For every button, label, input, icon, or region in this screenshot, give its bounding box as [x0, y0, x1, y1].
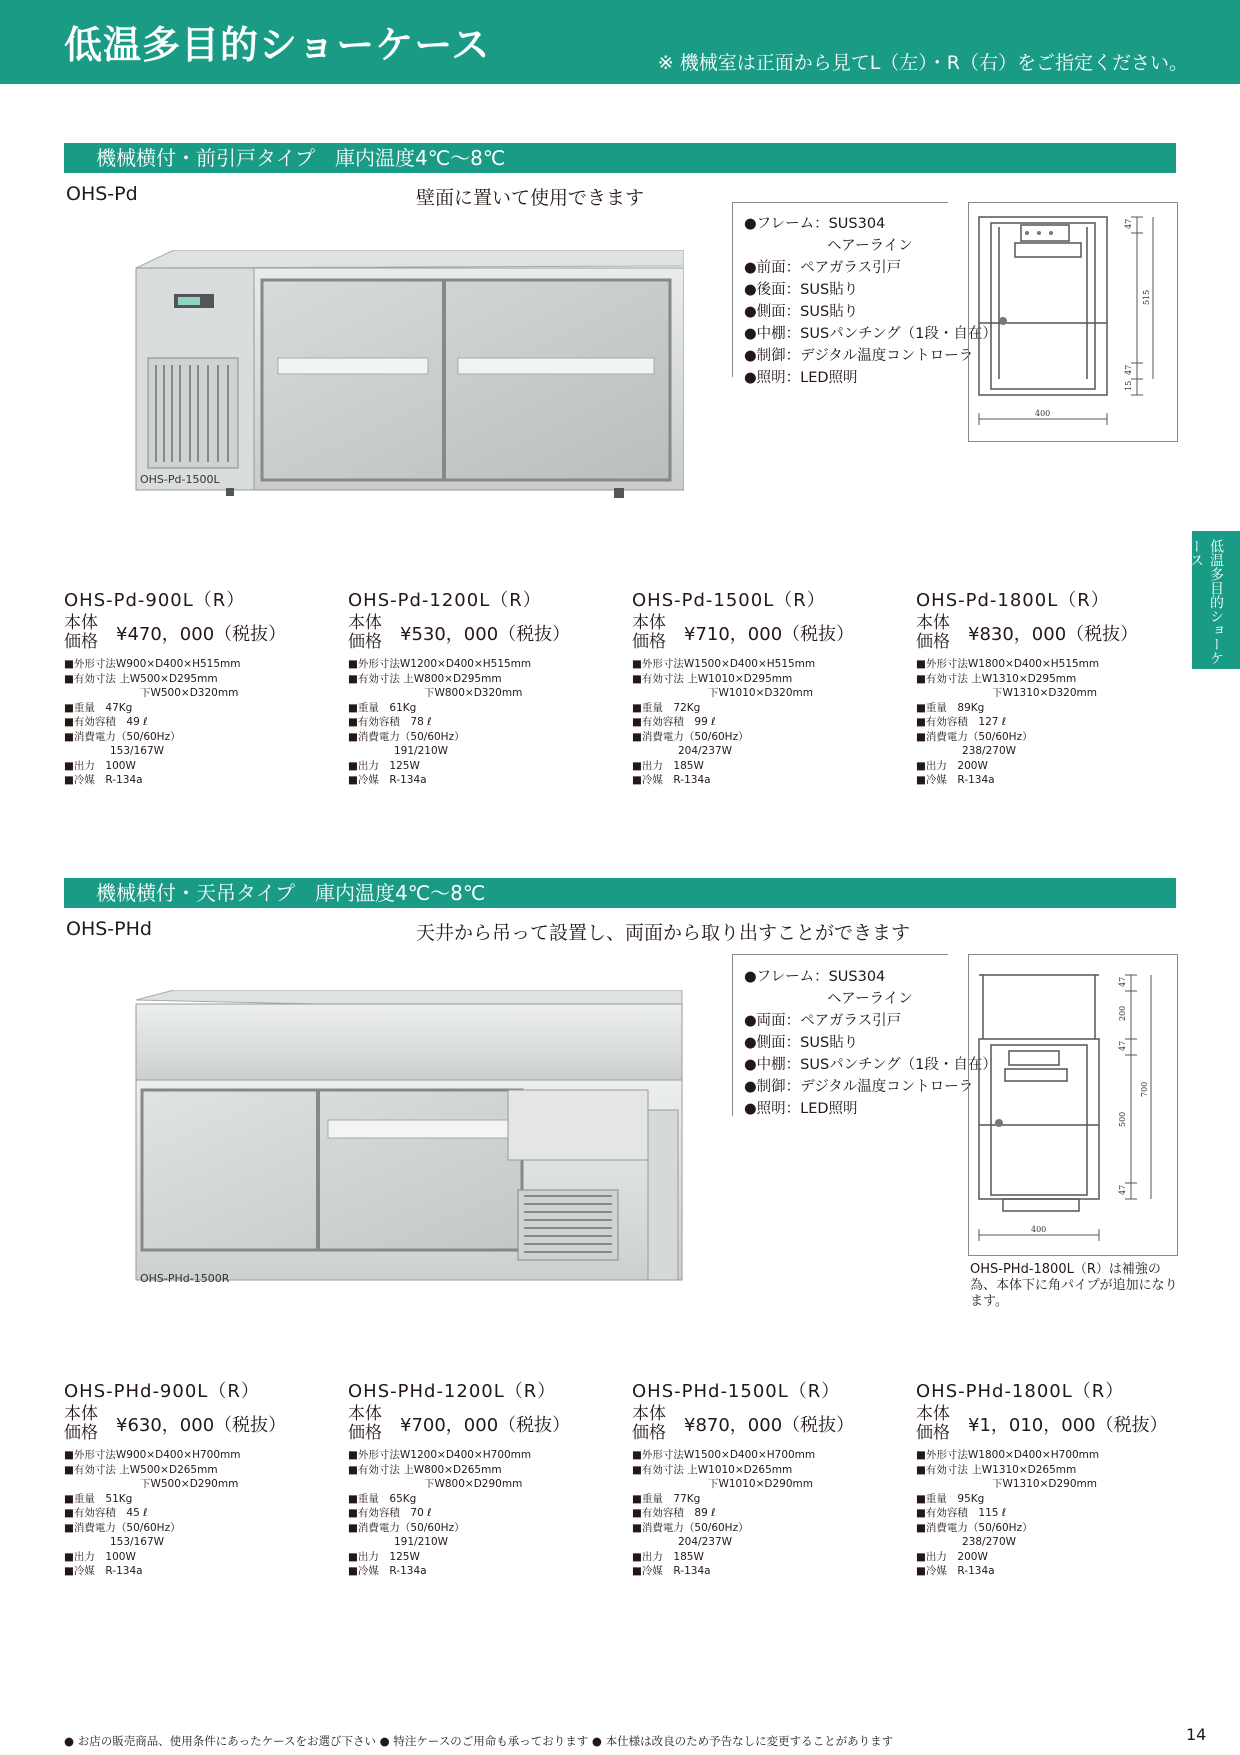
feature-item: ● 照明：LED照明: [744, 367, 997, 389]
spec-list: [348, 1448, 628, 1579]
feature-item: ● 中棚：SUSパンチング（1段・自在）: [744, 1054, 997, 1076]
dim-label: 700: [1140, 1081, 1149, 1097]
product-name: OHS-Pd-1800L（R）: [916, 590, 1110, 611]
price-label: 本体価格: [64, 613, 98, 652]
spec-inner-top: ■ 有効寸法 上W1010×D265mm: [632, 1463, 912, 1478]
spec-inner-top: ■ 有効寸法 上W800×D295mm: [348, 672, 628, 687]
cross-section-drawing: [969, 955, 1177, 1255]
spec-outer: ■ 外形寸法W1200×D400×H700mm: [348, 1448, 628, 1463]
price-label: 本体価格: [632, 613, 666, 652]
price-row: [916, 614, 1196, 656]
tagline-2: 天井から吊って設置し、両面から取り出すことができます: [416, 922, 911, 944]
spec-refrigerant: ■ 冷媒 R-134a: [348, 773, 628, 788]
dim-label: 47: [1124, 364, 1133, 375]
spec-weight: ■ 重量 47Kg: [64, 701, 344, 716]
product-photo-ohs-phd: [128, 990, 684, 1290]
dim-label: 400: [1035, 409, 1051, 418]
spec-weight: ■ 重量 51Kg: [64, 1492, 344, 1507]
spec-weight: ■ 重量 72Kg: [632, 701, 912, 716]
spec-power: ■ 消費電力（50/60Hz）: [348, 730, 628, 745]
feature-divider-2: [732, 954, 733, 1116]
spec-power-value: 191/210W: [394, 745, 449, 757]
spec-inner-bottom: 下W1010×D320mm: [708, 687, 813, 699]
spec-power-value: 153/167W: [110, 1536, 165, 1548]
feature-item: ● 中棚：SUSパンチング（1段・自在）: [744, 323, 997, 345]
product-card: [64, 586, 344, 788]
feature-item: ● 後面：SUS貼り: [744, 279, 997, 301]
price-row: [632, 1405, 912, 1447]
spec-output: ■ 出力 125W: [348, 1550, 628, 1565]
feature-item: ● 側面：SUS貼り: [744, 301, 997, 323]
spec-weight: ■ 重量 77Kg: [632, 1492, 912, 1507]
spec-list: [348, 657, 628, 788]
spec-inner-top: ■ 有効寸法 上W1310×D265mm: [916, 1463, 1196, 1478]
spec-inner-bottom: 下W500×D290mm: [140, 1478, 239, 1490]
spec-inner-bottom: 下W800×D320mm: [424, 687, 523, 699]
spec-list: [916, 657, 1196, 788]
spec-power-value: 191/210W: [394, 1536, 449, 1548]
feature-list-1: [744, 213, 997, 389]
page-title: 低温多目的ショーケース: [64, 23, 491, 67]
spec-power: ■ 消費電力（50/60Hz）: [632, 730, 912, 745]
spec-inner-top: ■ 有効寸法 上W1310×D295mm: [916, 672, 1196, 687]
price-label: 本体価格: [632, 1404, 666, 1443]
spec-power-value: 238/270W: [962, 745, 1017, 757]
price: ¥470，000（税抜）: [116, 624, 287, 645]
spec-power-value: 153/167W: [110, 745, 165, 757]
price: ¥710，000（税抜）: [684, 624, 855, 645]
product-card: [64, 1377, 344, 1579]
spec-refrigerant: ■ 冷媒 R-134a: [916, 773, 1196, 788]
spec-volume: ■ 有効容積 89 ℓ: [632, 1506, 912, 1521]
spec-power: ■ 消費電力（50/60Hz）: [916, 1521, 1196, 1536]
price: ¥530，000（税抜）: [400, 624, 571, 645]
spec-output: ■ 出力 100W: [64, 759, 344, 774]
dim-label: 515: [1142, 289, 1151, 305]
product-name: OHS-Pd-1500L（R）: [632, 590, 826, 611]
spec-outer: ■ 外形寸法W1200×D400×H515mm: [348, 657, 628, 672]
spec-refrigerant: ■ 冷媒 R-134a: [64, 1564, 344, 1579]
header-note: ※ 機械室は正面から見てL（左）・R（右）をご指定ください。: [657, 52, 1188, 74]
spec-weight: ■ 重量 65Kg: [348, 1492, 628, 1507]
spec-outer: ■ 外形寸法W1800×D400×H515mm: [916, 657, 1196, 672]
price-row: [64, 614, 344, 656]
spec-weight: ■ 重量 61Kg: [348, 701, 628, 716]
product-name: OHS-PHd-1800L（R）: [916, 1381, 1125, 1402]
price-label: 本体価格: [348, 613, 382, 652]
product-name: OHS-PHd-1500L（R）: [632, 1381, 841, 1402]
spec-inner-top: ■ 有効寸法 上W1010×D295mm: [632, 672, 912, 687]
price-row: [348, 1405, 628, 1447]
spec-inner-top: ■ 有効寸法 上W500×D295mm: [64, 672, 344, 687]
spec-refrigerant: ■ 冷媒 R-134a: [632, 773, 912, 788]
feature-item: ● 照明：LED照明: [744, 1098, 997, 1120]
feature-item: ● フレーム：SUS304 ヘアーライン: [744, 966, 997, 1010]
spec-list: [632, 1448, 912, 1579]
spec-power-value: 204/237W: [678, 745, 733, 757]
spec-power-value: 204/237W: [678, 1536, 733, 1548]
side-tab: 低温多目的ショーケース: [1192, 531, 1240, 669]
section-bar-1: 機械横付・前引戸タイプ 庫内温度4℃〜8℃: [64, 143, 1176, 173]
dim-label: 47: [1118, 1040, 1127, 1051]
spec-power: ■ 消費電力（50/60Hz）: [632, 1521, 912, 1536]
spec-volume: ■ 有効容積 70 ℓ: [348, 1506, 628, 1521]
feature-divider-1: [732, 202, 733, 377]
model-code-2: OHS-PHd: [66, 918, 152, 940]
price: ¥830，000（税抜）: [968, 624, 1139, 645]
dim-label: 200: [1118, 1005, 1127, 1021]
product-card: [916, 1377, 1196, 1579]
spec-volume: ■ 有効容積 49 ℓ: [64, 715, 344, 730]
model-code-1: OHS-Pd: [66, 183, 138, 205]
price: ¥870，000（税抜）: [684, 1415, 855, 1436]
spec-volume: ■ 有効容積 127 ℓ: [916, 715, 1196, 730]
spec-output: ■ 出力 200W: [916, 1550, 1196, 1565]
price: ¥630，000（税抜）: [116, 1415, 287, 1436]
spec-outer: ■ 外形寸法W900×D400×H700mm: [64, 1448, 344, 1463]
technical-drawing-2: [968, 954, 1178, 1256]
spec-power: ■ 消費電力（50/60Hz）: [916, 730, 1196, 745]
price-row: [632, 614, 912, 656]
spec-list: [632, 657, 912, 788]
cross-section-drawing: [969, 203, 1177, 441]
feature-list-2: [744, 966, 997, 1120]
spec-refrigerant: ■ 冷媒 R-134a: [64, 773, 344, 788]
spec-output: ■ 出力 185W: [632, 1550, 912, 1565]
page-number: 14: [1186, 1725, 1207, 1744]
feature-item: ● 側面：SUS貼り: [744, 1032, 997, 1054]
price-label: 本体価格: [348, 1404, 382, 1443]
spec-volume: ■ 有効容積 99 ℓ: [632, 715, 912, 730]
feature-item: ● 制御：デジタル温度コントローラ: [744, 1076, 997, 1098]
spec-volume: ■ 有効容積 115 ℓ: [916, 1506, 1196, 1521]
dim-label: 15: [1124, 380, 1133, 391]
price-row: [64, 1405, 344, 1447]
spec-list: [64, 1448, 344, 1579]
spec-power: ■ 消費電力（50/60Hz）: [348, 1521, 628, 1536]
product-card: [348, 586, 628, 788]
price-row: [348, 614, 628, 656]
tagline-1: 壁面に置いて使用できます: [416, 187, 645, 209]
spec-power: ■ 消費電力（50/60Hz）: [64, 1521, 344, 1536]
spec-output: ■ 出力 100W: [64, 1550, 344, 1565]
photo-caption-1: OHS-Pd-1500L: [140, 473, 220, 486]
spec-output: ■ 出力 125W: [348, 759, 628, 774]
feature-rule-1: [732, 202, 948, 203]
price: ¥1，010，000（税抜）: [968, 1415, 1168, 1436]
section-bar-2: 機械横付・天吊タイプ 庫内温度4℃〜8℃: [64, 878, 1176, 908]
spec-volume: ■ 有効容積 78 ℓ: [348, 715, 628, 730]
spec-refrigerant: ■ 冷媒 R-134a: [632, 1564, 912, 1579]
product-photo-ohs-pd: [128, 250, 684, 500]
feature-item: ● 制御：デジタル温度コントローラ: [744, 345, 997, 367]
spec-output: ■ 出力 185W: [632, 759, 912, 774]
feature-item: ● 前面：ペアガラス引戸: [744, 257, 997, 279]
feature-rule-2: [732, 954, 948, 955]
spec-outer: ■ 外形寸法W1800×D400×H700mm: [916, 1448, 1196, 1463]
product-name: OHS-PHd-900L（R）: [64, 1381, 260, 1402]
spec-weight: ■ 重量 89Kg: [916, 701, 1196, 716]
spec-inner-bottom: 下W1310×D320mm: [992, 687, 1097, 699]
photo-caption-2: OHS-PHd-1500R: [140, 1272, 230, 1285]
spec-inner-bottom: 下W800×D290mm: [424, 1478, 523, 1490]
spec-power: ■ 消費電力（50/60Hz）: [64, 730, 344, 745]
footer-note: ● お店の販売商品、使用条件にあったケースをお選び下さい ● 特注ケースのご用命も承っております ● 本仕様は改良のため予告なしに変更することがあります: [64, 1734, 894, 1748]
spec-outer: ■ 外形寸法W900×D400×H515mm: [64, 657, 344, 672]
product-name: OHS-Pd-1200L（R）: [348, 590, 542, 611]
dim-label: 500: [1118, 1111, 1127, 1127]
product-name: OHS-Pd-900L（R）: [64, 590, 246, 611]
header-bar: [0, 0, 1240, 84]
spec-volume: ■ 有効容積 45 ℓ: [64, 1506, 344, 1521]
spec-inner-bottom: 下W1010×D290mm: [708, 1478, 813, 1490]
spec-list: [916, 1448, 1196, 1579]
spec-power-value: 238/270W: [962, 1536, 1017, 1548]
price-label: 本体価格: [916, 1404, 950, 1443]
spec-list: [64, 657, 344, 788]
spec-inner-bottom: 下W500×D320mm: [140, 687, 239, 699]
product-card: [632, 1377, 912, 1579]
product-name: OHS-PHd-1200L（R）: [348, 1381, 557, 1402]
spec-output: ■ 出力 200W: [916, 759, 1196, 774]
spec-refrigerant: ■ 冷媒 R-134a: [348, 1564, 628, 1579]
feature-item: ● フレーム：SUS304 ヘアーライン: [744, 213, 997, 257]
technical-drawing-1: [968, 202, 1178, 442]
dim-label: 47: [1124, 218, 1133, 229]
spec-weight: ■ 重量 95Kg: [916, 1492, 1196, 1507]
spec-refrigerant: ■ 冷媒 R-134a: [916, 1564, 1196, 1579]
dim-label: 47: [1118, 976, 1127, 987]
product-card: [632, 586, 912, 788]
spec-outer: ■ 外形寸法W1500×D400×H700mm: [632, 1448, 912, 1463]
price: ¥700，000（税抜）: [400, 1415, 571, 1436]
price-label: 本体価格: [916, 613, 950, 652]
product-card: [348, 1377, 628, 1579]
price-row: [916, 1405, 1196, 1447]
dim-label: 400: [1031, 1225, 1047, 1234]
reinforcement-note: OHS-PHd-1800L（R）は補強の為、本体下に角パイプが追加になります。: [970, 1262, 1178, 1309]
spec-outer: ■ 外形寸法W1500×D400×H515mm: [632, 657, 912, 672]
spec-inner-bottom: 下W1310×D290mm: [992, 1478, 1097, 1490]
price-label: 本体価格: [64, 1404, 98, 1443]
feature-item: ● 両面：ペアガラス引戸: [744, 1010, 997, 1032]
spec-inner-top: ■ 有効寸法 上W800×D265mm: [348, 1463, 628, 1478]
spec-inner-top: ■ 有効寸法 上W500×D265mm: [64, 1463, 344, 1478]
product-card: [916, 586, 1196, 788]
dim-label: 47: [1118, 1184, 1127, 1195]
